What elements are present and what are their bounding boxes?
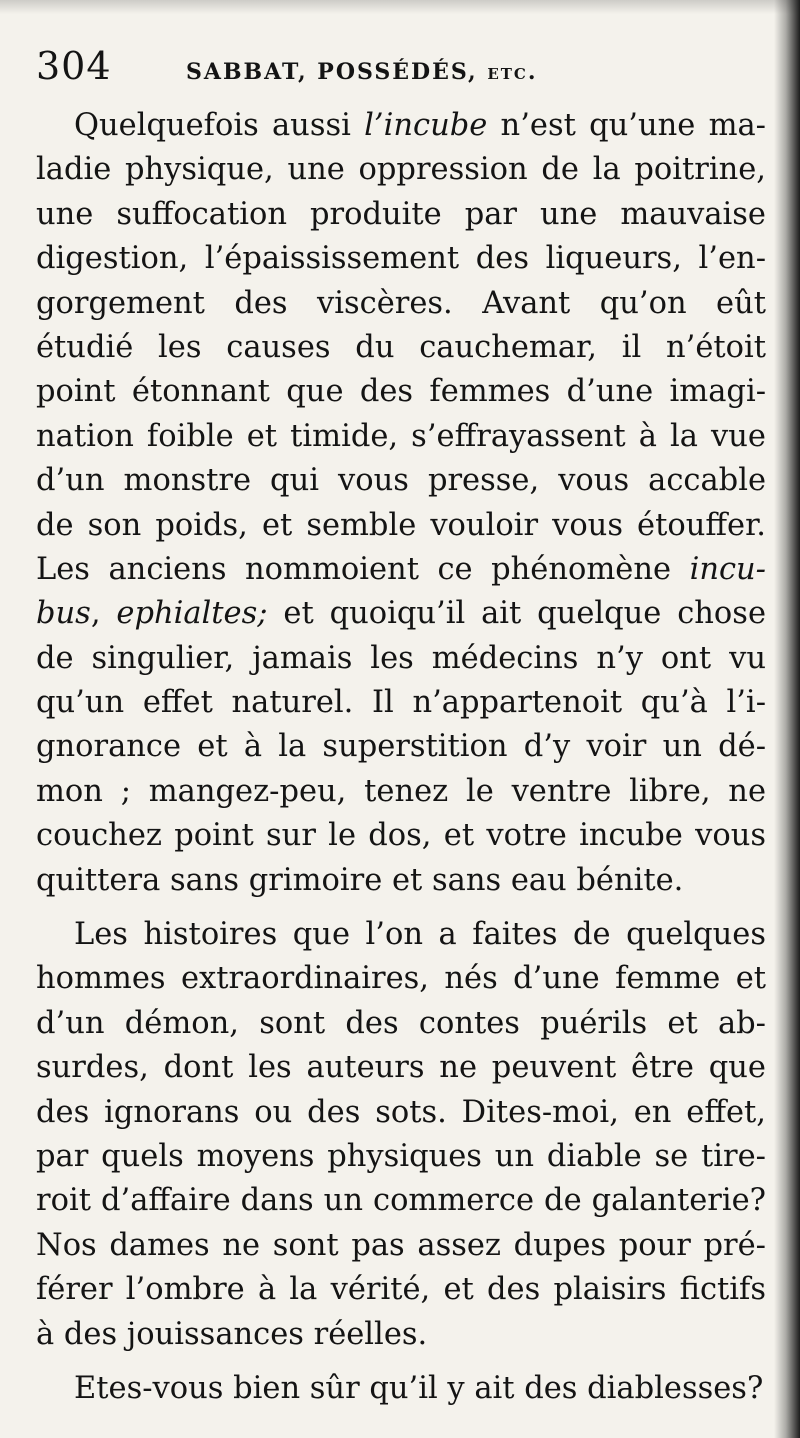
text-line: qu’un effet naturel. Il n’appartenoit qu’à l’i-	[36, 685, 766, 721]
text-line: par quels moyens physiques un diable se tire-	[36, 1138, 766, 1174]
text-line: point étonnant que des femmes d’une imagi-	[36, 374, 766, 410]
text-line: nation foible et timide, s’effrayassent à la vue	[36, 418, 766, 454]
text-line: bus, ephialtes; et quoiqu’il ait quelque chose	[36, 596, 766, 632]
text-line: ladie physique, une oppression de la poitrine,	[36, 152, 766, 188]
text-line: férer l’ombre à la vérité, et des plaisirs fictifs	[36, 1272, 766, 1308]
text-line: roit d’affaire dans un commerce de galanterie?	[36, 1183, 766, 1219]
running-title: SABBAT, POSSÉDÉS, etc.	[186, 59, 538, 85]
text-line: à des jouissances réelles.	[36, 1316, 428, 1352]
text-line: une suffocation produite par une mauvaise	[36, 196, 766, 232]
scan-shadow-right	[774, 0, 800, 1438]
scan-shadow-top	[0, 0, 800, 14]
text-line: Etes-vous bien sûr qu’il y ait des diablesses?	[74, 1370, 764, 1406]
text-line: hommes extraordinaires, nés d’une femme et	[36, 961, 766, 997]
text-line: mon ; mangez-peu, tenez le ventre libre, ne	[36, 773, 766, 809]
text-line: des ignorans ou des sots. Dites-moi, en effet,	[36, 1094, 766, 1130]
text-line: Nos dames ne sont pas assez dupes pour pré-	[36, 1227, 766, 1263]
running-head	[36, 44, 766, 98]
text-line: gorgement des viscères. Avant qu’on eût	[36, 285, 766, 321]
text-line: d’un démon, sont des contes puérils et ab-	[36, 1005, 766, 1041]
text-line: d’un monstre qui vous presse, vous accable	[36, 463, 766, 499]
body-text	[36, 104, 766, 1411]
text-line: Quelquefois aussi l’incube n’est qu’une ma-	[74, 108, 766, 143]
text-line: gnorance et à la superstition d’y voir un dé-	[36, 729, 766, 765]
text-line: Les histoires que l’on a faites de quelques	[74, 917, 766, 953]
text-line: étudié les causes du cauchemar, il n’étoit	[36, 329, 766, 365]
text-line: surdes, dont les auteurs ne peuvent être que	[36, 1050, 766, 1086]
text-line: de son poids, et semble vouloir vous étouffer.	[36, 507, 766, 543]
book-page	[36, 44, 766, 1411]
text-line: de singulier, jamais les médecins n’y ont vu	[36, 640, 766, 676]
text-line: digestion, l’épaississement des liqueurs, l’en-	[36, 241, 766, 277]
page-number: 304	[36, 44, 112, 88]
text-line: quittera sans grimoire et sans eau bénite.	[36, 862, 684, 898]
text-line: Les anciens nommoient ce phénomène incu-	[36, 551, 766, 587]
text-line: couchez point sur le dos, et votre incube vous	[36, 818, 766, 854]
